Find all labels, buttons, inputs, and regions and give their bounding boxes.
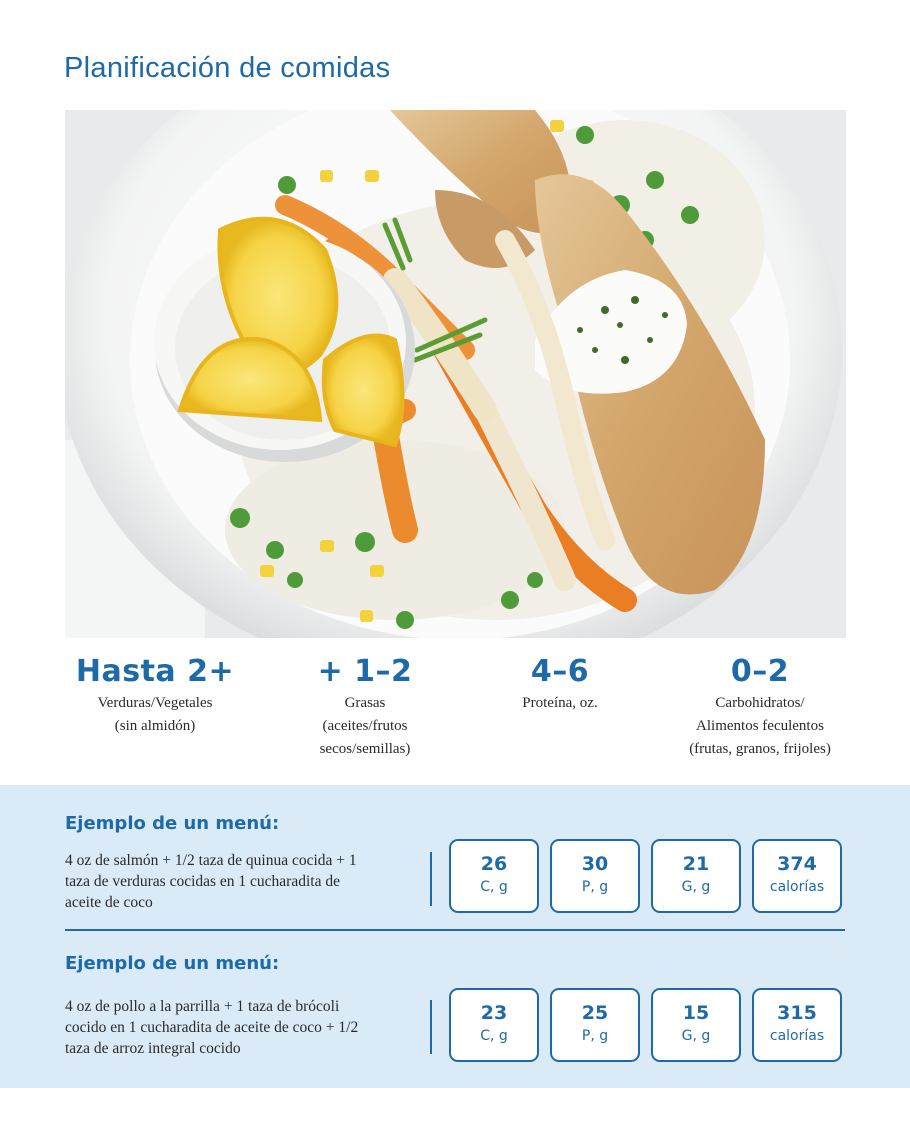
menu-description-line: cocido en 1 cucharadita de aceite de coco + 1/2 bbox=[65, 1019, 359, 1036]
stat-label bbox=[265, 692, 465, 761]
stat-fats bbox=[265, 652, 465, 761]
nutrient-box-calories bbox=[752, 988, 842, 1062]
nutrient-value: 25 bbox=[581, 1002, 609, 1024]
nutrient-unit: P, g bbox=[581, 879, 609, 895]
stat-value: 0–2 bbox=[730, 654, 790, 689]
stat-protein bbox=[460, 652, 660, 715]
stat-label bbox=[460, 692, 660, 715]
menu-heading: Ejemplo de un menú: bbox=[65, 813, 280, 834]
stat-value: + 1–2 bbox=[317, 654, 413, 689]
stat-label-line: Proteína, oz. bbox=[522, 695, 598, 711]
nutrient-value: 15 bbox=[682, 1002, 710, 1024]
stat-vegetables bbox=[55, 652, 255, 738]
meal-photo bbox=[65, 110, 846, 638]
stat-label bbox=[55, 692, 255, 738]
stat-label-line: (frutas, granos, frijoles) bbox=[689, 741, 831, 757]
menu-description-line: aceite de coco bbox=[65, 894, 153, 911]
nutrient-value: 30 bbox=[581, 853, 609, 875]
nutrient-unit: C, g bbox=[480, 879, 508, 895]
nutrient-box-carbs bbox=[449, 839, 539, 913]
menu-heading: Ejemplo de un menú: bbox=[65, 953, 280, 974]
nutrient-box-calories bbox=[752, 839, 842, 913]
stat-label-line: Verduras/Vegetales bbox=[97, 695, 213, 711]
stat-carbohydrates bbox=[660, 652, 860, 761]
menu-description bbox=[65, 996, 415, 1059]
menu-description-line: taza de verduras cocidas en 1 cucharadita de bbox=[65, 873, 340, 890]
menu-divider bbox=[65, 929, 845, 931]
nutrient-unit: G, g bbox=[681, 1028, 711, 1044]
nutrient-value: 374 bbox=[777, 853, 817, 875]
stat-label-line: (sin almidón) bbox=[114, 718, 196, 734]
stat-value: 4–6 bbox=[530, 654, 590, 689]
nutrient-value: 315 bbox=[777, 1002, 817, 1024]
stat-label-line: (aceites/frutos bbox=[322, 718, 408, 734]
nutrient-unit: C, g bbox=[480, 1028, 508, 1044]
menu-description bbox=[65, 850, 415, 913]
nutrient-box-protein bbox=[550, 988, 640, 1062]
stat-label bbox=[660, 692, 860, 761]
nutrient-box-protein bbox=[550, 839, 640, 913]
nutrient-box-carbs bbox=[449, 988, 539, 1062]
stat-label-line: Grasas bbox=[344, 695, 386, 711]
stat-label-line: Carbohidratos/ bbox=[715, 695, 805, 711]
nutrient-unit: calorías bbox=[769, 879, 825, 895]
nutrient-value: 21 bbox=[682, 853, 710, 875]
nutrient-box-fat bbox=[651, 839, 741, 913]
stat-value: Hasta 2+ bbox=[75, 654, 235, 689]
menu-description-line: 4 oz de salmón + 1/2 taza de quinua cocida + 1 bbox=[65, 852, 357, 869]
menu-separator-bar bbox=[430, 852, 432, 906]
nutrient-unit: calorías bbox=[769, 1028, 825, 1044]
nutrient-box-fat bbox=[651, 988, 741, 1062]
nutrient-value: 23 bbox=[480, 1002, 508, 1024]
nutrient-unit: P, g bbox=[581, 1028, 609, 1044]
menu-description-line: 4 oz de pollo a la parrilla + 1 taza de brócoli bbox=[65, 998, 340, 1015]
page-title: Planificación de comidas bbox=[64, 52, 391, 84]
menu-description-line: taza de arroz integral cocido bbox=[65, 1040, 241, 1057]
menu-separator-bar bbox=[430, 1000, 432, 1054]
nutrient-value: 26 bbox=[480, 853, 508, 875]
stat-label-line: secos/semillas) bbox=[319, 741, 411, 757]
portion-guide bbox=[40, 652, 870, 772]
nutrient-unit: G, g bbox=[681, 879, 711, 895]
stat-label-line: Alimentos feculentos bbox=[696, 718, 824, 734]
